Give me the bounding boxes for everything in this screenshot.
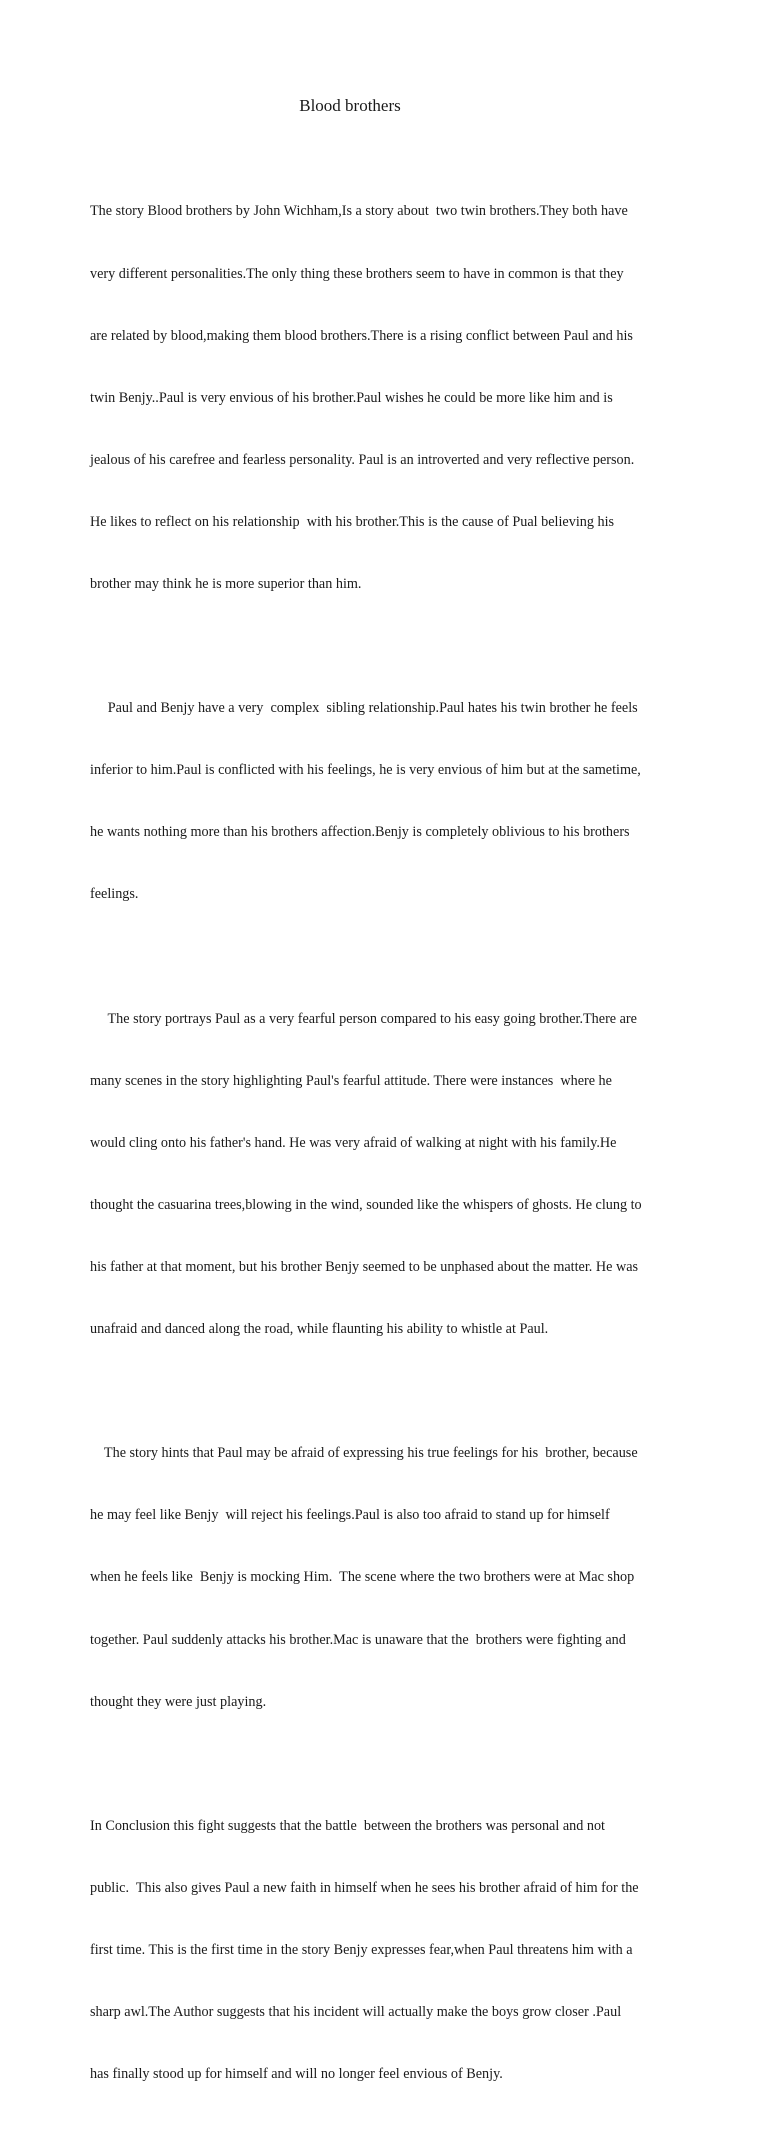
text-line: thought they were just playing. (90, 1693, 267, 1710)
text-line: very different personalities.The only thing these brothers seem to have in common is that they (90, 265, 624, 282)
paragraph-1 (90, 160, 690, 636)
document-body (90, 160, 690, 2147)
text-line: jealous of his carefree and fearless personality. Paul is an introverted and very reflective person. (90, 451, 635, 468)
text-line: He likes to reflect on his relationship with his brother.This is the cause of Pual believing his (90, 513, 615, 530)
text-line: first time. This is the first time in the story Benjy expresses fear,when Paul threatens him with a (90, 1942, 633, 1959)
text-line: twin Benjy..Paul is very envious of his brother.Paul wishes he could be more like him and is (90, 389, 613, 406)
text-line: he wants nothing more than his brothers affection.Benjy is completely oblivious to his brothers (90, 824, 630, 841)
text-line: public. This also gives Paul a new faith in himself when he sees his brother afraid of him for the (90, 1879, 639, 1896)
text-line: his father at that moment, but his brother Benjy seemed to be unphased about the matter. He was (90, 1259, 639, 1275)
text-line: would cling onto his father's hand. He was very afraid of walking at night with his family.He (90, 1134, 617, 1151)
paragraph-5 (90, 1774, 690, 2126)
text-line: many scenes in the story highlighting Paul's fearful attitude. There were instances where he (90, 1072, 612, 1089)
text-line: brother may think he is more superior than him. (90, 575, 362, 592)
text-line: unafraid and danced along the road, while flaunting his ability to whistle at Paul. (90, 1321, 549, 1338)
text-line: The story hints that Paul may be afraid of expressing his true feelings for his brother, because (90, 1445, 638, 1462)
text-line: Paul and Benjy have a very complex sibling relationship.Paul hates his twin brother he feels (90, 700, 638, 717)
text-line: are related by blood,making them blood brothers.There is a rising conflict between Paul and his (90, 327, 633, 344)
text-line: The story Blood brothers by John Wichham,Is a story about two twin brothers.They both have (90, 203, 628, 220)
text-line: sharp awl.The Author suggests that his incident will actually make the boys grow closer .Paul (90, 2004, 622, 2021)
text-line: inferior to him.Paul is conflicted with his feelings, he is very envious of him but at the sametime, (90, 762, 641, 779)
text-line: when he feels like Benjy is mocking Him. The scene where the two brothers were at Mac shop (90, 1569, 635, 1586)
text-line: feelings. (90, 886, 139, 903)
paragraph-4 (90, 1402, 690, 1754)
text-line: In Conclusion this fight suggests that the battle between the brothers was personal and not (90, 1817, 605, 1834)
document-title: Blood brothers (299, 96, 401, 115)
paragraph-3 (90, 967, 690, 1381)
text-line: he may feel like Benjy will reject his feelings.Paul is also too afraid to stand up for himself (90, 1507, 610, 1524)
paragraph-2 (90, 657, 690, 947)
text-line: together. Paul suddenly attacks his brother.Mac is unaware that the brothers were fighting and (90, 1631, 626, 1648)
text-line: thought the casuarina trees,blowing in the wind, sounded like the whispers of ghosts. He clung to (90, 1196, 642, 1213)
text-line: has finally stood up for himself and will no longer feel envious of Benjy. (90, 2066, 503, 2083)
text-line: The story portrays Paul as a very fearful person compared to his easy going brother.There are (90, 1010, 637, 1027)
